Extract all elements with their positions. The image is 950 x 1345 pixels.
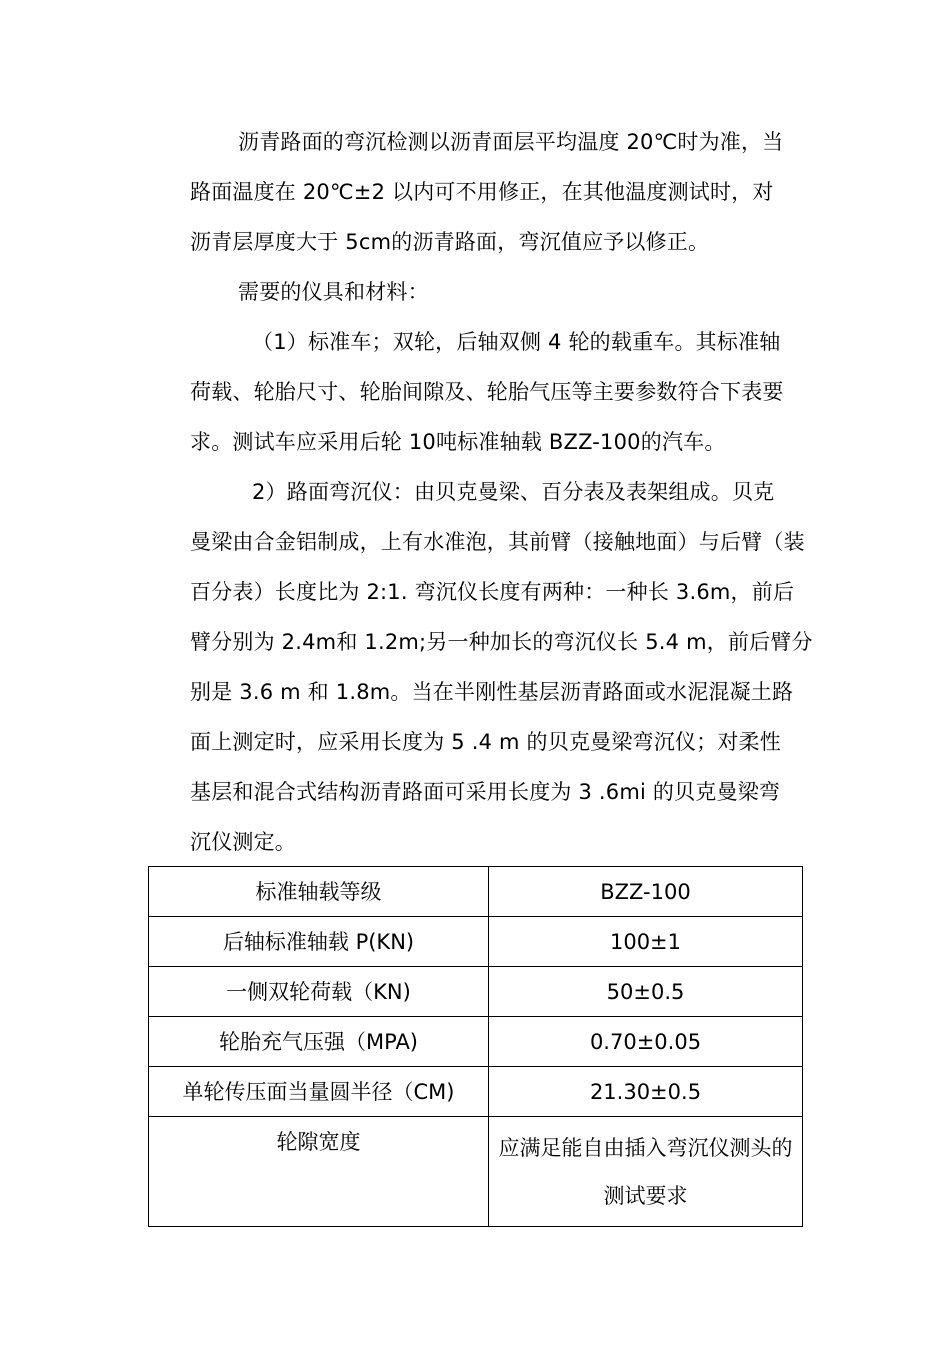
table-row [149, 917, 803, 967]
table-row [149, 1117, 803, 1227]
table-row [149, 967, 803, 1017]
vehicle-spec-table [148, 866, 803, 1227]
paragraph-line: 求。测试车应采用后轮 10吨标准轴载 BZZ-100的汽车。 [190, 430, 726, 454]
paragraph-line: 百分表）长度比为 2:1. 弯沉仪长度有两种：一种长 3.6m，前后 [190, 580, 795, 604]
table-row [149, 1017, 803, 1067]
paragraph-line: 荷载、轮胎尺寸、轮胎间隙及、轮胎气压等主要参数符合下表要 [190, 380, 784, 404]
paragraph-line: 臂分别为 2.4m和 1.2m;另一种加长的弯沉仪长 5.4 m，前后臂分 [190, 630, 813, 654]
table-row [149, 867, 803, 917]
table-cell-label: 后轴标准轴载 P(KN) [149, 917, 489, 967]
table-cell-value: 0.70±0.05 [489, 1017, 803, 1067]
table-cell-label: 单轮传压面当量圆半径（CM) [149, 1067, 489, 1117]
paragraph-line: 需要的仪具和材料： [238, 280, 429, 304]
table-cell-label: 标准轴载等级 [149, 867, 489, 917]
paragraph-line: 基层和混合式结构沥青路面可采用长度为 3 .6mi 的贝克曼梁弯 [190, 780, 781, 804]
paragraph-line: 沥青路面的弯沉检测以沥青面层平均温度 20℃时为准，当 [238, 130, 784, 154]
paragraph-line: 沉仪测定。 [190, 830, 296, 854]
paragraph-line: 曼梁由合金铝制成，上有水准泡，其前臂（接触地面）与后臂（装 [190, 530, 805, 554]
table-cell-value: 21.30±0.5 [489, 1067, 803, 1117]
paragraph-line: 面上测定时，应采用长度为 5 .4 m 的贝克曼梁弯沉仪；对柔性 [190, 730, 781, 754]
table-cell-value: 100±1 [489, 917, 803, 967]
table-cell-label: 一侧双轮荷载（KN) [149, 967, 489, 1017]
table-cell-value: 应满足能自由插入弯沉仪测头的测试要求 [489, 1117, 803, 1227]
table-cell-value: BZZ-100 [489, 867, 803, 917]
table-cell-value: 50±0.5 [489, 967, 803, 1017]
paragraph-line: 2）路面弯沉仪：由贝克曼梁、百分表及表架组成。贝克 [252, 480, 775, 504]
table-cell-label: 轮隙宽度 [149, 1117, 489, 1227]
paragraph-line: （1）标准车；双轮，后轴双侧 4 轮的载重车。其标准轴 [252, 330, 781, 354]
table-cell-label: 轮胎充气压强（MPA) [149, 1017, 489, 1067]
paragraph-line: 路面温度在 20℃±2 以内可不用修正，在其他温度测试时，对 [190, 180, 774, 204]
paragraph-line: 别是 3.6 m 和 1.8m。当在半刚性基层沥青路面或水泥混凝土路 [190, 680, 794, 704]
paragraph-line: 沥青层厚度大于 5cm的沥青路面，弯沉值应予以修正。 [190, 230, 710, 254]
table-row [149, 1067, 803, 1117]
